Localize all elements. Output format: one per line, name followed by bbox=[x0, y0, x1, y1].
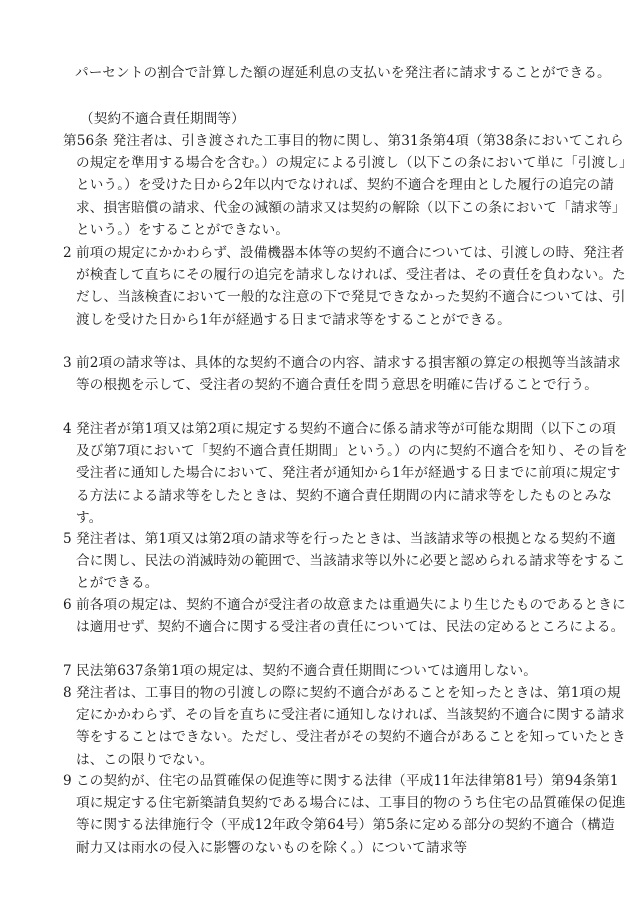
paragraph-number: 4 bbox=[63, 421, 72, 437]
paragraph-6 bbox=[63, 594, 628, 638]
paragraph-text: 発注者は、第1項又は第2項の請求等を行ったときは、当該請求等の根拠となる契約不適合に関し、民法の消滅時効の範囲で、当該請求等以外に必要と認められる請求等をすることができる。 bbox=[76, 531, 626, 592]
paragraph-number: 2 bbox=[63, 245, 72, 261]
paragraph-number: 9 bbox=[63, 773, 72, 789]
article-number: 第56条 bbox=[63, 133, 109, 149]
paragraph-text: 発注者が第1項又は第2項に規定する契約不適合に係る請求等が可能な期間（以下この項及び第7項において「契約不適合責任期間」という。）の内に契約不適合を知り、その旨を受注者に通知した場合において、発注者が通知から1年が経過する日までに前項に規定する方法による請求等をしたときは、契約不適合責任期間の内に請求等をしたものとみなす。 bbox=[76, 421, 628, 526]
paragraph-4 bbox=[63, 418, 628, 529]
paragraph-text: 発注者は、工事目的物の引渡しの際に契約不適合があることを知ったときは、第1項の規定にかかわらず、その旨を直ちに受注者に通知しなければ、当該契約不適合に関する請求等をすることはできない。ただし、受注者がその契約不適合があることを知っていたときは、この限りでない。 bbox=[76, 685, 626, 768]
article-text: 発注者は、引き渡された工事目的物に関し、第31条第4項（第38条においてこれらの規定を準用する場合を含む。）の規定による引渡し（以下この条において単に「引渡し」という。）を受けた日から2年以内でなければ、契約不適合を理由とした履行の追完の請求、損害賠償の請求、代金の減額の請求又は契約の解除（以下この条において「請求等」という。）をすることができない。 bbox=[76, 133, 626, 238]
paragraph-number: 7 bbox=[63, 663, 72, 679]
paragraph-text: 前2項の請求等は、具体的な契約不適合の内容、請求する損害額の算定の根拠等当該請求等の根拠を示して、受注者の契約不適合責任を問う意思を明確に告げることで行う。 bbox=[76, 355, 621, 394]
paragraph-text: 民法第637条第1項の規定は、契約不適合責任期間については適用しない。 bbox=[76, 663, 537, 679]
article-56 bbox=[63, 130, 628, 241]
paragraph-number: 8 bbox=[63, 685, 72, 701]
paragraph-5 bbox=[63, 528, 628, 595]
continuation-text: パーセントの割合で計算した額の遅延利息の支払いを発注者に請求することができる。 bbox=[75, 65, 611, 81]
paragraph-text: この契約が、住宅の品質確保の促進等に関する法律（平成11年法律第81号）第94条第1項に規定する住宅新築請負契約である場合には、工事目的物のうち住宅の品質確保の促進等に関する法律施行令（平成12年政令第64号）第5条に定める部分の契約不適合（構造耐力又は雨水の侵入に影響のないものを除く。）について請求等 bbox=[76, 773, 626, 856]
paragraph-number: 6 bbox=[63, 597, 72, 613]
paragraph-3 bbox=[63, 352, 628, 396]
paragraph-text: 前項の規定にかかわらず、設備機器本体等の契約不適合については、引渡しの時、発注者が検査して直ちにその履行の追完を請求しなければ、受注者は、その責任を負わない。ただし、当該検査において一般的な注意の下で発見できなかった契約不適合については、引渡しを受けた日から1年が経過する日まで請求等をすることができる。 bbox=[76, 245, 626, 328]
paragraph-text: 前各項の規定は、契約不適合が受注者の故意または重過失により生じたものであるときには適用せず、契約不適合に関する受注者の責任については、民法の定めるところによる。 bbox=[76, 597, 626, 636]
article-heading: （契約不適合責任期間等） bbox=[80, 111, 245, 127]
paragraph-number: 5 bbox=[63, 531, 72, 547]
paragraph-9 bbox=[63, 770, 628, 859]
paragraph-2 bbox=[63, 242, 628, 331]
paragraph-7 bbox=[63, 660, 628, 682]
paragraph-number: 3 bbox=[63, 355, 72, 371]
paragraph-8 bbox=[63, 682, 628, 771]
